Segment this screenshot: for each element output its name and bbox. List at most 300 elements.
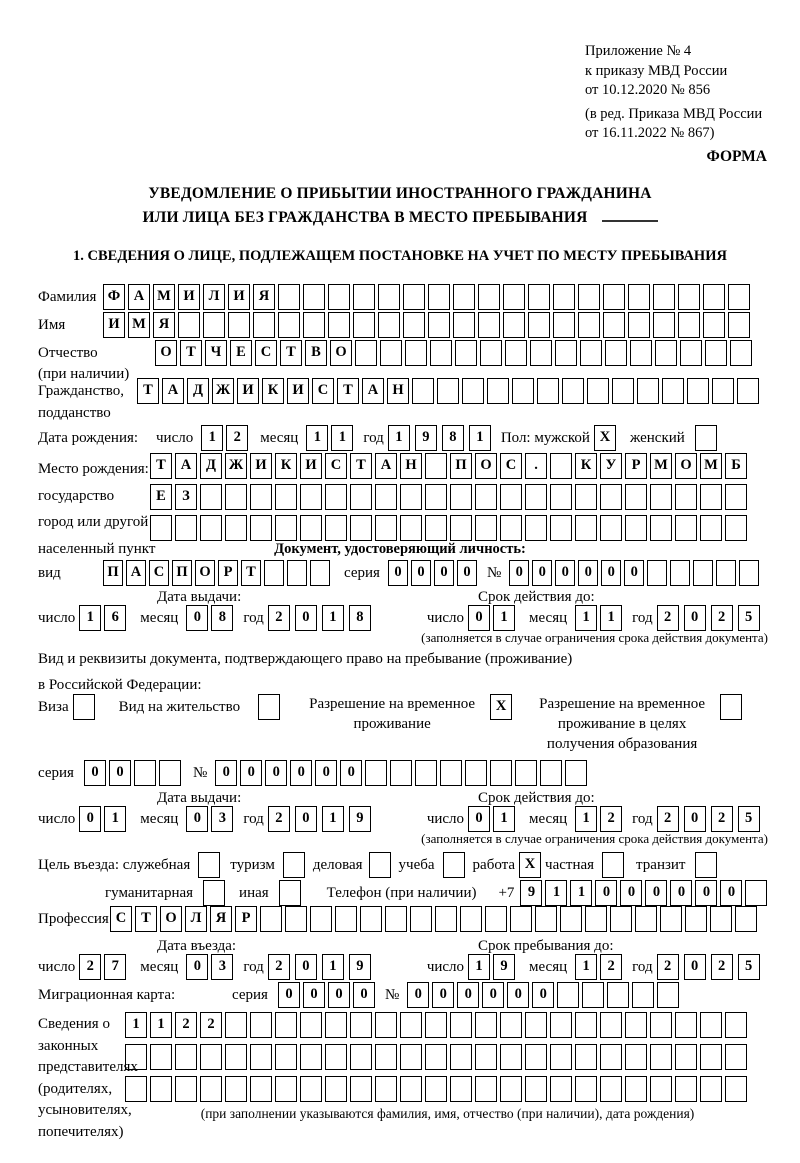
cell[interactable] [587, 378, 609, 404]
cell[interactable]: 2 [268, 806, 290, 832]
guardians-field-3[interactable] [125, 1076, 747, 1102]
cell[interactable] [678, 312, 700, 338]
cell[interactable]: 0 [303, 982, 325, 1008]
cell[interactable] [700, 1012, 722, 1038]
cell[interactable]: И [103, 312, 125, 338]
cell[interactable]: 0 [265, 760, 287, 786]
cell[interactable]: 9 [349, 806, 371, 832]
cell[interactable] [375, 515, 397, 541]
cell[interactable] [525, 515, 547, 541]
res-issue-month-field[interactable] [186, 806, 233, 832]
cell[interactable] [550, 1044, 572, 1070]
cell[interactable] [430, 340, 452, 366]
cell[interactable] [440, 760, 462, 786]
cell[interactable] [528, 312, 550, 338]
cell[interactable]: 0 [315, 760, 337, 786]
private-checkbox[interactable] [602, 852, 624, 878]
cell[interactable] [735, 906, 757, 932]
cell[interactable]: 2 [657, 954, 679, 980]
cell[interactable] [350, 515, 372, 541]
cell[interactable]: 1 [79, 605, 101, 631]
cell[interactable]: Ф [103, 284, 125, 310]
cell[interactable] [325, 484, 347, 510]
cell[interactable]: Т [337, 378, 359, 404]
cell[interactable]: 0 [507, 982, 529, 1008]
cell[interactable] [450, 484, 472, 510]
birthplace-field-2[interactable] [150, 484, 747, 510]
cell[interactable] [550, 453, 572, 479]
cell[interactable]: 2 [711, 806, 733, 832]
cell[interactable] [325, 1044, 347, 1070]
birth-day-field[interactable] [201, 425, 248, 451]
cell[interactable] [425, 515, 447, 541]
cell[interactable] [580, 340, 602, 366]
cell[interactable] [695, 852, 717, 878]
cell[interactable] [600, 515, 622, 541]
cell[interactable] [369, 852, 391, 878]
cell[interactable] [675, 1012, 697, 1038]
cell[interactable] [725, 515, 747, 541]
cell[interactable]: И [237, 378, 259, 404]
cell[interactable] [134, 760, 156, 786]
cell[interactable]: Т [241, 560, 261, 586]
cell[interactable] [460, 906, 482, 932]
cell[interactable] [462, 378, 484, 404]
cell[interactable] [328, 312, 350, 338]
cell[interactable] [425, 484, 447, 510]
cell[interactable] [275, 1044, 297, 1070]
cell[interactable] [385, 906, 407, 932]
cell[interactable]: 0 [340, 760, 362, 786]
cell[interactable]: 1 [104, 806, 126, 832]
cell[interactable]: 1 [575, 605, 597, 631]
cell[interactable]: 2 [200, 1012, 222, 1038]
patronymic-field[interactable] [155, 340, 752, 366]
stay-month-field[interactable] [575, 954, 622, 980]
cell[interactable] [625, 1076, 647, 1102]
cell[interactable]: А [375, 453, 397, 479]
doc-type-field[interactable] [103, 560, 330, 586]
cell[interactable] [605, 340, 627, 366]
cell[interactable] [525, 1012, 547, 1038]
cell[interactable] [540, 760, 562, 786]
cell[interactable]: 0 [186, 954, 208, 980]
cell[interactable]: И [250, 453, 272, 479]
profession-field[interactable] [110, 906, 757, 932]
cell[interactable]: 0 [532, 982, 554, 1008]
cell[interactable] [325, 515, 347, 541]
cell[interactable] [703, 284, 725, 310]
transit-checkbox[interactable] [695, 852, 717, 878]
cell[interactable]: Т [150, 453, 172, 479]
cell[interactable] [560, 906, 582, 932]
cell[interactable] [428, 284, 450, 310]
cell[interactable]: 9 [520, 880, 542, 906]
entry-day-field[interactable] [79, 954, 126, 980]
guardians-field-2[interactable] [125, 1044, 747, 1070]
cell[interactable] [675, 1076, 697, 1102]
doc-valid-month-field[interactable] [575, 605, 622, 631]
cell[interactable] [657, 982, 679, 1008]
cell[interactable] [693, 560, 713, 586]
cell[interactable] [375, 1044, 397, 1070]
mc-series-field[interactable] [278, 982, 375, 1008]
cell[interactable] [603, 284, 625, 310]
cell[interactable] [739, 560, 759, 586]
cell[interactable] [225, 1012, 247, 1038]
cell[interactable] [655, 340, 677, 366]
cell[interactable] [378, 284, 400, 310]
cell[interactable] [303, 284, 325, 310]
cell[interactable] [150, 1076, 172, 1102]
cell[interactable]: Е [150, 484, 172, 510]
cell[interactable] [578, 312, 600, 338]
cell[interactable]: 0 [509, 560, 529, 586]
cell[interactable] [275, 484, 297, 510]
cell[interactable] [353, 284, 375, 310]
cell[interactable] [603, 312, 625, 338]
cell[interactable]: 2 [600, 806, 622, 832]
cell[interactable]: 5 [738, 605, 760, 631]
birthplace-field-1[interactable] [150, 453, 747, 479]
cell[interactable] [450, 1044, 472, 1070]
cell[interactable]: 0 [411, 560, 431, 586]
cell[interactable] [365, 760, 387, 786]
cell[interactable] [328, 284, 350, 310]
cell[interactable] [200, 515, 222, 541]
cell[interactable] [283, 852, 305, 878]
cell[interactable]: 9 [349, 954, 371, 980]
cell[interactable]: 0 [290, 760, 312, 786]
cell[interactable] [410, 906, 432, 932]
cell[interactable]: С [325, 453, 347, 479]
cell[interactable] [515, 760, 537, 786]
cell[interactable]: Ч [205, 340, 227, 366]
cell[interactable]: 0 [601, 560, 621, 586]
cell[interactable] [647, 560, 667, 586]
cell[interactable] [710, 906, 732, 932]
cell[interactable] [680, 340, 702, 366]
cell[interactable] [650, 484, 672, 510]
cell[interactable] [400, 1012, 422, 1038]
cell[interactable]: 0 [482, 982, 504, 1008]
cell[interactable]: 1 [575, 954, 597, 980]
cell[interactable]: Ж [225, 453, 247, 479]
cell[interactable]: 8 [211, 605, 233, 631]
entry-month-field[interactable] [186, 954, 233, 980]
cell[interactable] [300, 1076, 322, 1102]
cell[interactable] [637, 378, 659, 404]
cell[interactable] [250, 515, 272, 541]
cell[interactable] [425, 1012, 447, 1038]
cell[interactable] [675, 515, 697, 541]
cell[interactable]: . [525, 453, 547, 479]
cell[interactable] [550, 484, 572, 510]
cell[interactable]: 0 [295, 806, 317, 832]
cell[interactable]: Л [185, 906, 207, 932]
res-series-field[interactable] [84, 760, 181, 786]
cell[interactable] [730, 340, 752, 366]
cell[interactable]: 1 [125, 1012, 147, 1038]
cell[interactable]: 0 [645, 880, 667, 906]
cell[interactable] [400, 484, 422, 510]
cell[interactable] [565, 760, 587, 786]
cell[interactable]: 2 [268, 605, 290, 631]
cell[interactable] [403, 312, 425, 338]
official-checkbox[interactable] [198, 852, 220, 878]
cell[interactable]: 0 [186, 605, 208, 631]
cell[interactable] [487, 378, 509, 404]
cell[interactable]: С [312, 378, 334, 404]
sex-female-checkbox[interactable] [695, 425, 717, 451]
cell[interactable] [303, 312, 325, 338]
cell[interactable] [660, 906, 682, 932]
cell[interactable] [350, 1076, 372, 1102]
business-checkbox[interactable] [369, 852, 391, 878]
cell[interactable] [612, 378, 634, 404]
cell[interactable] [480, 340, 502, 366]
cell[interactable]: Я [210, 906, 232, 932]
visa-checkbox[interactable] [73, 694, 95, 720]
residence-permit-checkbox[interactable] [258, 694, 280, 720]
cell[interactable]: 6 [104, 605, 126, 631]
cell[interactable] [350, 484, 372, 510]
doc-valid-day-field[interactable] [468, 605, 515, 631]
cell[interactable] [625, 1012, 647, 1038]
cell[interactable] [653, 312, 675, 338]
surname-field[interactable] [103, 284, 750, 310]
cell[interactable]: 0 [84, 760, 106, 786]
cell[interactable]: И [300, 453, 322, 479]
cell[interactable]: 1 [570, 880, 592, 906]
cell[interactable]: 1 [468, 954, 490, 980]
cell[interactable]: О [475, 453, 497, 479]
cell[interactable] [300, 1012, 322, 1038]
cell[interactable] [450, 1012, 472, 1038]
cell[interactable] [225, 515, 247, 541]
cell[interactable] [628, 284, 650, 310]
cell[interactable]: О [675, 453, 697, 479]
cell[interactable] [275, 1012, 297, 1038]
cell[interactable] [625, 515, 647, 541]
guardians-field-1[interactable] [125, 1012, 747, 1038]
cell[interactable]: 5 [738, 806, 760, 832]
cell[interactable]: Ж [212, 378, 234, 404]
cell[interactable] [278, 312, 300, 338]
cell[interactable] [225, 1076, 247, 1102]
cell[interactable]: Б [725, 453, 747, 479]
cell[interactable]: 0 [620, 880, 642, 906]
cell[interactable] [425, 1044, 447, 1070]
cell[interactable]: С [255, 340, 277, 366]
cell[interactable]: 1 [493, 605, 515, 631]
cell[interactable]: К [575, 453, 597, 479]
cell[interactable]: Е [230, 340, 252, 366]
cell[interactable]: 0 [684, 954, 706, 980]
cell[interactable]: 1 [201, 425, 223, 451]
cell[interactable]: 3 [211, 806, 233, 832]
cell[interactable] [355, 340, 377, 366]
cell[interactable] [602, 852, 624, 878]
cell[interactable] [553, 312, 575, 338]
cell[interactable]: 1 [331, 425, 353, 451]
cell[interactable] [695, 425, 717, 451]
cell[interactable]: О [155, 340, 177, 366]
cell[interactable] [600, 1012, 622, 1038]
cell[interactable]: А [362, 378, 384, 404]
cell[interactable] [630, 340, 652, 366]
doc-issue-day-field[interactable] [79, 605, 126, 631]
cell[interactable] [279, 880, 301, 906]
cell[interactable] [500, 1044, 522, 1070]
cell[interactable] [478, 284, 500, 310]
cell[interactable]: 2 [175, 1012, 197, 1038]
cell[interactable] [712, 378, 734, 404]
cell[interactable]: 0 [695, 880, 717, 906]
cell[interactable] [73, 694, 95, 720]
cell[interactable]: Т [280, 340, 302, 366]
cell[interactable] [300, 1044, 322, 1070]
cell[interactable] [250, 1044, 272, 1070]
cell[interactable]: В [305, 340, 327, 366]
cell[interactable] [720, 694, 742, 720]
cell[interactable] [225, 1044, 247, 1070]
cell[interactable]: 1 [322, 806, 344, 832]
work-checkbox[interactable] [519, 852, 541, 878]
cell[interactable]: Н [387, 378, 409, 404]
cell[interactable]: Л [203, 284, 225, 310]
cell[interactable] [325, 1076, 347, 1102]
cell[interactable] [650, 515, 672, 541]
cell[interactable] [705, 340, 727, 366]
cell[interactable] [400, 515, 422, 541]
cell[interactable] [455, 340, 477, 366]
cell[interactable] [225, 484, 247, 510]
cell[interactable]: О [195, 560, 215, 586]
cell[interactable] [575, 1076, 597, 1102]
cell[interactable] [650, 1012, 672, 1038]
cell[interactable] [550, 515, 572, 541]
cell[interactable] [200, 1044, 222, 1070]
cell[interactable] [610, 906, 632, 932]
cell[interactable] [260, 906, 282, 932]
cell[interactable] [500, 515, 522, 541]
cell[interactable] [415, 760, 437, 786]
cell[interactable]: 0 [532, 560, 552, 586]
res-valid-year-field[interactable] [657, 806, 760, 832]
cell[interactable]: 2 [226, 425, 248, 451]
cell[interactable]: И [287, 378, 309, 404]
cell[interactable]: М [153, 284, 175, 310]
cell[interactable] [198, 852, 220, 878]
cell[interactable] [650, 1076, 672, 1102]
cell[interactable]: Я [253, 284, 275, 310]
cell[interactable] [175, 1076, 197, 1102]
cell[interactable] [575, 484, 597, 510]
cell[interactable] [625, 484, 647, 510]
cell[interactable] [350, 1044, 372, 1070]
cell[interactable] [600, 1076, 622, 1102]
cell[interactable] [728, 312, 750, 338]
cell[interactable] [535, 906, 557, 932]
cell[interactable] [745, 880, 767, 906]
cell[interactable] [737, 378, 759, 404]
cell[interactable] [562, 378, 584, 404]
cell[interactable] [412, 378, 434, 404]
cell[interactable]: П [172, 560, 192, 586]
cell[interactable]: Р [218, 560, 238, 586]
cell[interactable]: Н [400, 453, 422, 479]
cell[interactable]: Р [625, 453, 647, 479]
phone-field[interactable] [520, 880, 767, 906]
cell[interactable] [478, 312, 500, 338]
cell[interactable]: 0 [295, 954, 317, 980]
cell[interactable] [453, 312, 475, 338]
cell[interactable] [500, 484, 522, 510]
rvp-checkbox[interactable] [490, 694, 512, 720]
cell[interactable]: И [228, 284, 250, 310]
cell[interactable]: Т [137, 378, 159, 404]
doc-issue-month-field[interactable] [186, 605, 233, 631]
cell[interactable]: 2 [600, 954, 622, 980]
birth-month-field[interactable] [306, 425, 353, 451]
cell[interactable]: 0 [215, 760, 237, 786]
cell[interactable]: 1 [306, 425, 328, 451]
cell[interactable]: О [160, 906, 182, 932]
cell[interactable] [175, 515, 197, 541]
cell[interactable] [575, 1012, 597, 1038]
cell[interactable] [425, 1076, 447, 1102]
cell[interactable]: 0 [468, 605, 490, 631]
cell[interactable]: А [175, 453, 197, 479]
cell[interactable] [360, 906, 382, 932]
cell[interactable] [300, 515, 322, 541]
cell[interactable]: П [103, 560, 123, 586]
cell[interactable] [200, 1076, 222, 1102]
cell[interactable] [500, 1012, 522, 1038]
cell[interactable]: 0 [670, 880, 692, 906]
cell[interactable] [685, 906, 707, 932]
cell[interactable] [380, 340, 402, 366]
cell[interactable] [405, 340, 427, 366]
cell[interactable] [662, 378, 684, 404]
cell[interactable]: Д [187, 378, 209, 404]
cell[interactable]: А [128, 284, 150, 310]
cell[interactable] [375, 484, 397, 510]
cell[interactable] [278, 284, 300, 310]
cell[interactable]: 0 [555, 560, 575, 586]
cell[interactable]: М [128, 312, 150, 338]
stay-year-field[interactable] [657, 954, 760, 980]
cell[interactable]: 0 [240, 760, 262, 786]
cell[interactable]: К [262, 378, 284, 404]
entry-year-field[interactable] [268, 954, 371, 980]
cell[interactable] [628, 312, 650, 338]
cell[interactable] [600, 1044, 622, 1070]
citizenship-field[interactable] [137, 378, 759, 404]
cell[interactable] [287, 560, 307, 586]
cell[interactable] [607, 982, 629, 1008]
cell[interactable] [200, 484, 222, 510]
cell[interactable]: 3 [211, 954, 233, 980]
cell[interactable]: М [650, 453, 672, 479]
cell[interactable] [678, 284, 700, 310]
cell[interactable] [716, 560, 736, 586]
cell[interactable] [335, 906, 357, 932]
cell[interactable]: 0 [353, 982, 375, 1008]
cell[interactable]: 7 [104, 954, 126, 980]
cell[interactable]: 0 [457, 560, 477, 586]
